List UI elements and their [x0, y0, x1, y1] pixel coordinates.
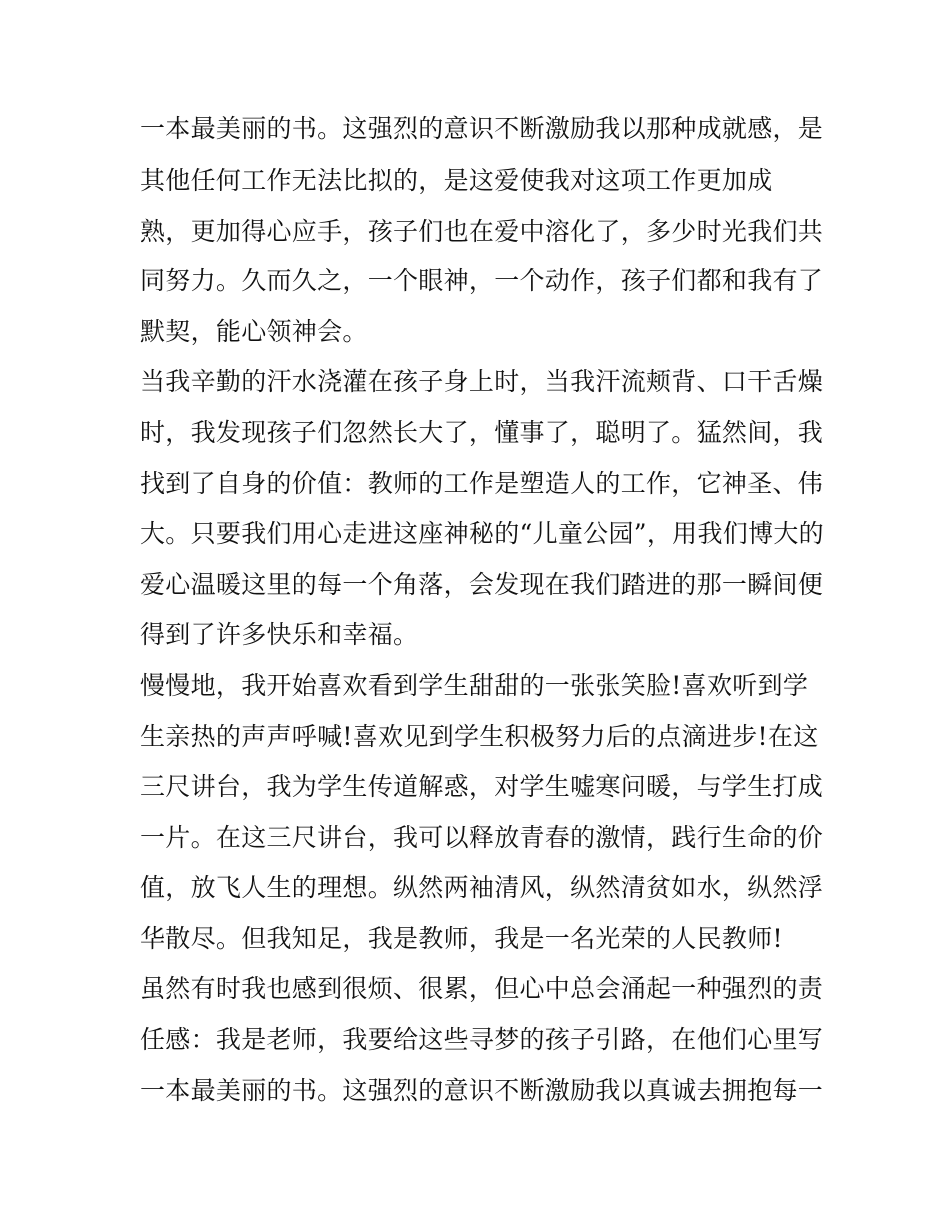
text-line: 得到了许多快乐和幸福。	[140, 620, 419, 649]
text-line: 大。只要我们用心走进这座神秘的“儿童公园”，用我们博大的	[140, 519, 824, 548]
text-line: 当我辛勤的汗水浇灌在孩子身上时，当我汗流颊背、口干舌燥	[140, 367, 824, 396]
text-line: 虽然有时我也感到很烦、很累，但心中总会涌起一种强烈的责	[140, 974, 824, 1003]
text-line: 一本最美丽的书。这强烈的意识不断激励我以真诚去拥抱每一	[140, 1076, 824, 1105]
text-line: 任感：我是老师，我要给这些寻梦的孩子引路，在他们心里写	[140, 1025, 824, 1054]
text-line: 值，放飞人生的理想。纵然两袖清风，纵然清贫如水，纵然浮	[140, 873, 824, 902]
text-line: 爱心温暖这里的每一个角落，会发现在我们踏进的那一瞬间便	[140, 570, 824, 599]
text-line: 熟，更加得心应手，孩子们也在爱中溶化了，多少时光我们共	[140, 217, 824, 246]
text-line: 华散尽。但我知足，我是教师，我是一名光荣的人民教师!	[140, 924, 783, 953]
text-line: 其他任何工作无法比拟的，是这爱使我对这项工作更加成	[140, 166, 773, 195]
text-line: 一本最美丽的书。这强烈的意识不断激励我以那种成就感，是	[140, 114, 824, 143]
text-line: 一片。在这三尺讲台，我可以释放青春的激情，践行生命的价	[140, 823, 824, 852]
text-line: 慢慢地，我开始喜欢看到学生甜甜的一张张笑脸!喜欢听到学	[140, 671, 809, 700]
text-line: 三尺讲台，我为学生传道解惑，对学生嘘寒问暖，与学生打成	[140, 772, 824, 801]
text-line: 时，我发现孩子们忽然长大了，懂事了，聪明了。猛然间，我	[140, 418, 824, 447]
text-line: 生亲热的声声呼喊!喜欢见到学生积极努力后的点滴进步!在这	[140, 722, 819, 751]
text-line: 默契，能心领神会。	[140, 317, 368, 346]
text-line: 同努力。久而久之，一个眼神，一个动作，孩子们都和我有了	[140, 266, 824, 295]
text-line: 找到了自身的价值：教师的工作是塑造人的工作，它神圣、伟	[140, 469, 824, 498]
